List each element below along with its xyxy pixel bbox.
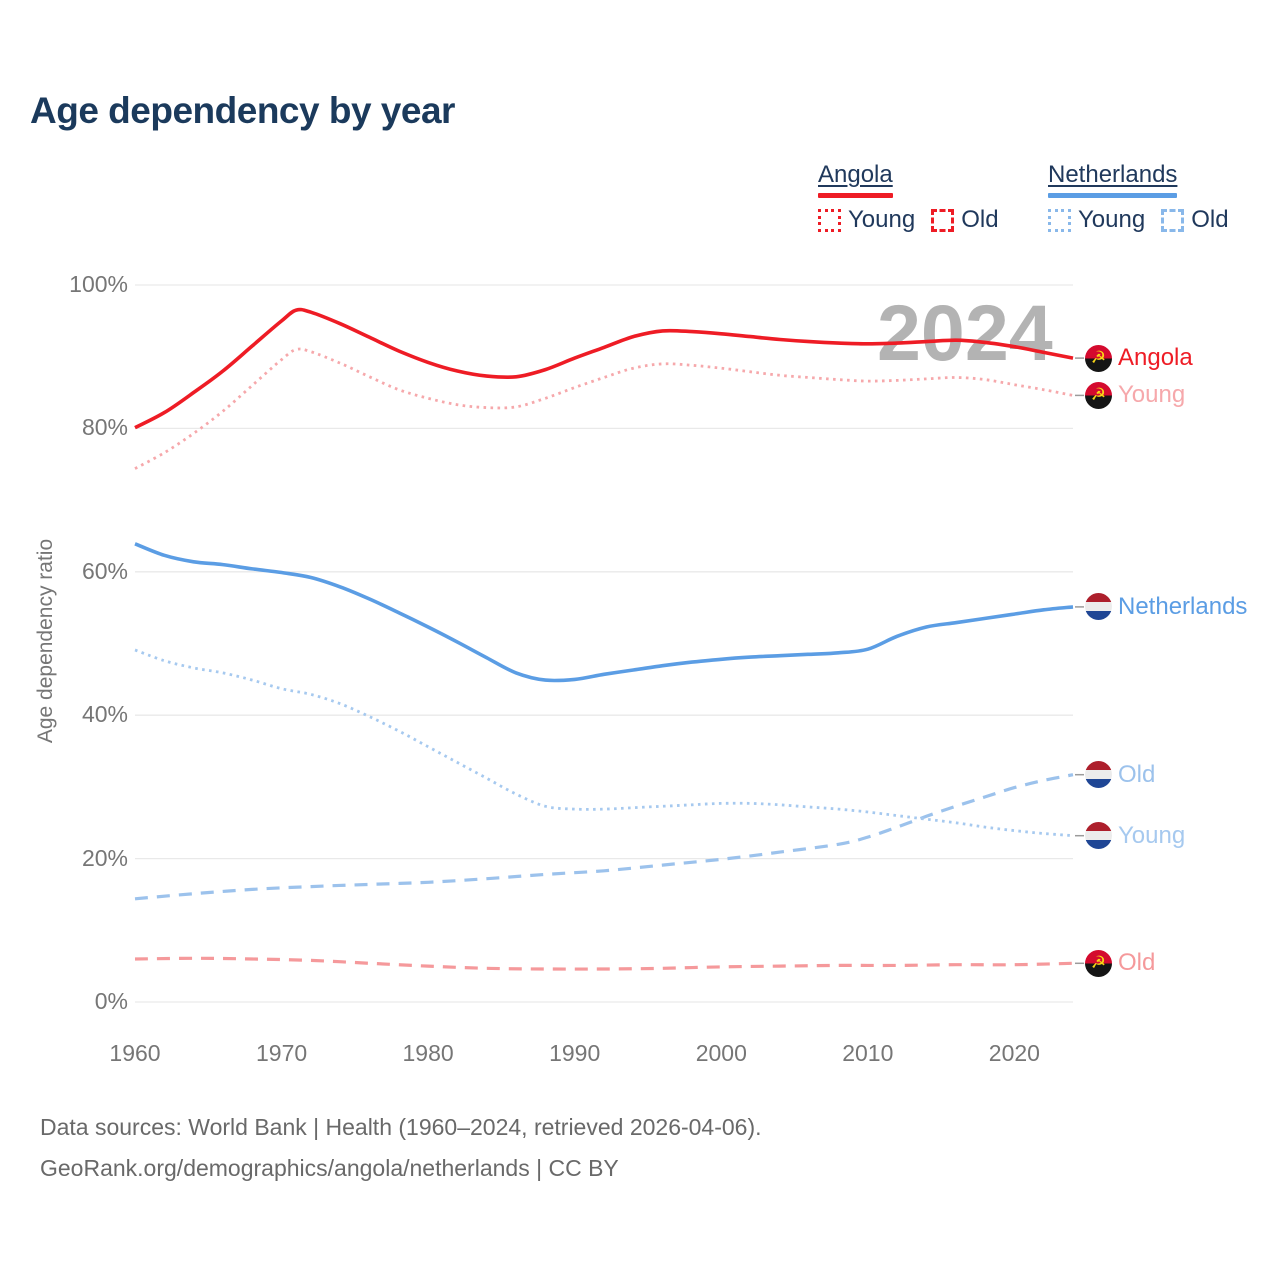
page-title: Age dependency by year (30, 90, 455, 131)
y-axis-tick: 80% (81, 414, 128, 441)
x-axis-tick: 2020 (988, 1040, 1040, 1066)
line-angola-old (135, 958, 1073, 969)
x-axis-tick: 1990 (549, 1040, 601, 1066)
line-netherlands-old (135, 775, 1073, 899)
x-axis-tick: 1980 (402, 1040, 454, 1066)
x-axis-tick: 1960 (109, 1040, 161, 1066)
legend-item-label: Old (1191, 206, 1229, 233)
watermark-year: 2024 (877, 288, 1053, 377)
legend-title-netherlands: Netherlands (1048, 161, 1178, 188)
angola-emblem-icon: ☭ (1090, 348, 1107, 368)
x-axis-tick: 2000 (695, 1040, 747, 1066)
footer-attribution: GeoRank.org/demographics/angola/netherlands | CC BY (40, 1155, 619, 1181)
y-axis-tick: 0% (94, 988, 128, 1014)
y-axis-tick: 40% (81, 701, 128, 728)
legend-title-angola: Angola (818, 161, 893, 188)
end-label-text: Old (1118, 949, 1156, 977)
y-axis-title: Age dependency ratio (34, 538, 57, 744)
legend-item-label: Old (961, 206, 999, 233)
footer (40, 1107, 762, 1189)
footer-sources: Data sources: World Bank | Health (1960–2024, retrieved 2026-04-06). (40, 1114, 762, 1140)
y-axis-tick: 100% (69, 271, 128, 297)
end-label-text: Old (1118, 760, 1156, 788)
end-label-text: Angola (1118, 344, 1193, 372)
line-netherlands-young (135, 650, 1073, 836)
angola-emblem-icon: ☭ (1090, 953, 1107, 973)
legend-item-label: Young (1078, 206, 1146, 233)
x-axis-tick: 1970 (256, 1040, 308, 1066)
end-label-text: Young (1118, 821, 1186, 849)
y-axis-tick: 20% (81, 844, 128, 871)
end-label-text: Netherlands (1118, 592, 1248, 620)
angola-emblem-icon: ☭ (1090, 385, 1107, 405)
y-axis-tick: 60% (81, 557, 128, 584)
x-axis-tick: 2010 (842, 1040, 894, 1066)
line-netherlands-total (135, 544, 1073, 681)
end-label-text: Young (1118, 381, 1186, 409)
legend-item-label: Young (848, 206, 916, 233)
